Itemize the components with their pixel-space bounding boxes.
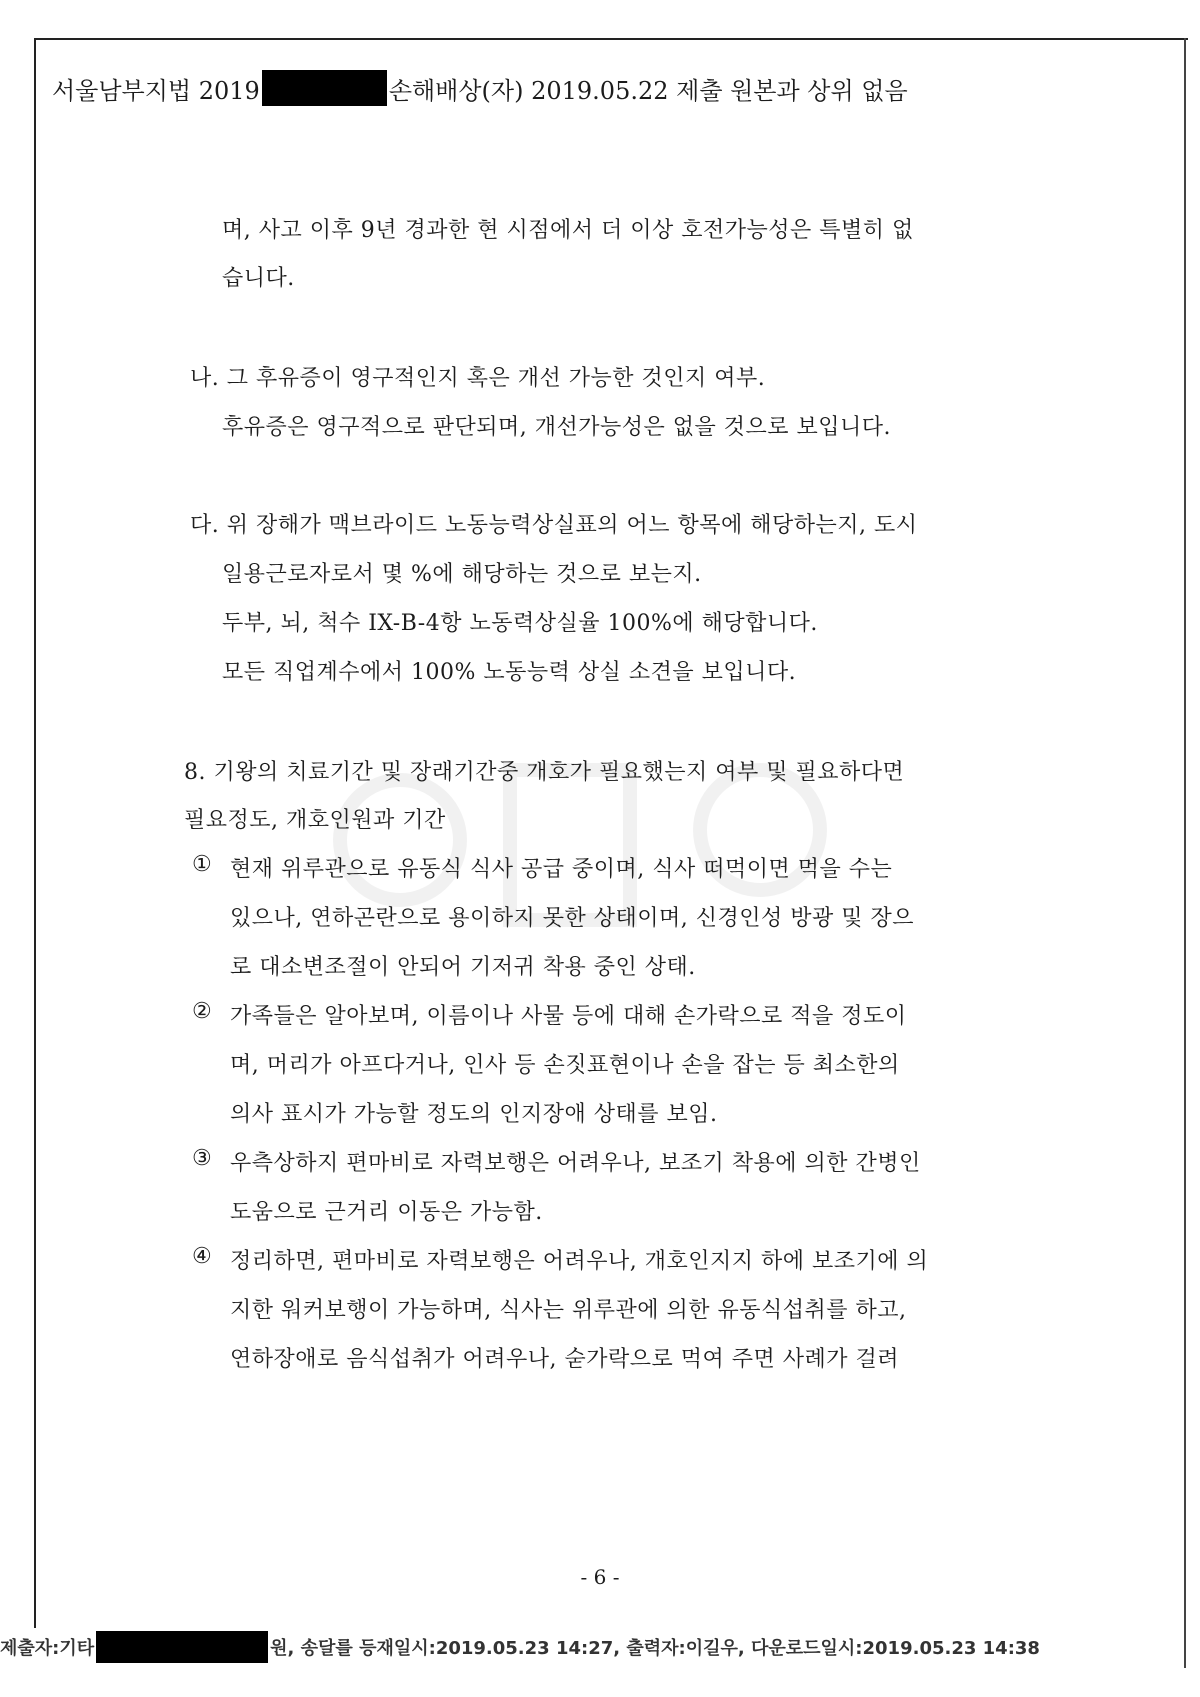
- point-3-marker: ③: [192, 1146, 213, 1171]
- item-na-question: 나. 그 후유증이 영구적인지 혹은 개선 가능한 것인지 여부.: [190, 366, 766, 391]
- para-a-line-2: 습니다.: [222, 266, 295, 291]
- para-a-line-1: 며, 사고 이후 9년 경과한 현 시점에서 더 이상 호전가능성은 특별히 없: [222, 218, 914, 243]
- item-da-question-line-2: 일용근로자로서 몇 %에 해당하는 것으로 보는지.: [222, 562, 702, 587]
- redacted-submitter-name: [96, 1631, 268, 1663]
- page-border-left: [34, 38, 36, 1628]
- point-4-line-2: 지한 워커보행이 가능하며, 식사는 위루관에 의한 유동식섭취를 하고,: [230, 1298, 907, 1323]
- redacted-case-number: [262, 70, 387, 106]
- item-na-answer: 후유증은 영구적으로 판단되며, 개선가능성은 없을 것으로 보입니다.: [222, 415, 892, 440]
- header-court-case-prefix: 서울남부지법 2019: [52, 76, 260, 105]
- point-2-line-2: 며, 머리가 아프다거나, 인사 등 손짓표현이나 손을 잡는 등 최소한의: [230, 1053, 900, 1078]
- point-4-marker: ④: [192, 1244, 213, 1269]
- item-da-question-line-1: 다. 위 장해가 맥브라이드 노동능력상실표의 어느 항목에 해당하는지, 도시: [190, 513, 918, 538]
- point-1-line-3: 로 대소변조절이 안되어 기저귀 착용 중인 상태.: [230, 955, 696, 980]
- point-2-marker: ②: [192, 999, 213, 1024]
- item-da-answer-1: 두부, 뇌, 척수 IX-B-4항 노동력상실율 100%에 해당합니다.: [222, 611, 818, 636]
- point-3-line-2: 도움으로 근거리 이동은 가능함.: [230, 1200, 543, 1225]
- document-header: [52, 68, 908, 108]
- footer-submitter-prefix: 제출자:기타: [0, 1638, 95, 1659]
- header-case-title: 손해배상(자) 2019.05.22 제출 원본과 상위 없음: [388, 76, 908, 105]
- document-footer: [0, 1630, 1040, 1664]
- point-2-line-3: 의사 표시가 가능할 정도의 인지장애 상태를 보임.: [230, 1102, 718, 1127]
- point-1-line-2: 있으나, 연하곤란으로 용이하지 못한 상태이며, 신경인성 방광 및 장으: [230, 906, 914, 931]
- footer-delivery-info: 원, 송달를 등재일시:2019.05.23 14:27, 출력자:이길우, 다운로드일시:2019.05.23 14:38: [270, 1638, 1040, 1659]
- item-8-question-line-1: 8. 기왕의 치료기간 및 장래기간중 개호가 필요했는지 여부 및 필요하다면: [184, 760, 905, 785]
- page-number: - 6 -: [580, 1565, 620, 1589]
- page-border-right: [1184, 38, 1186, 1668]
- point-4-line-3: 연하장애로 음식섭취가 어려우나, 숟가락으로 먹여 주면 사례가 걸려: [230, 1347, 900, 1372]
- point-2-line-1: 가족들은 알아보며, 이름이나 사물 등에 대해 손가락으로 적을 정도이: [230, 1004, 907, 1029]
- point-1-marker: ①: [192, 852, 213, 877]
- point-3-line-1: 우측상하지 편마비로 자력보행은 어려우나, 보조기 착용에 의한 간병인: [230, 1151, 921, 1176]
- item-da-answer-2: 모든 직업계수에서 100% 노동능력 상실 소견을 보입니다.: [222, 660, 797, 685]
- item-8-question-line-2: 필요정도, 개호인원과 기간: [184, 808, 446, 833]
- page-border-top: [34, 38, 1188, 40]
- point-1-line-1: 현재 위루관으로 유동식 식사 공급 중이며, 식사 떠먹이면 먹을 수는: [230, 857, 893, 882]
- point-4-line-1: 정리하면, 편마비로 자력보행은 어려우나, 개호인지지 하에 보조기에 의: [230, 1249, 929, 1274]
